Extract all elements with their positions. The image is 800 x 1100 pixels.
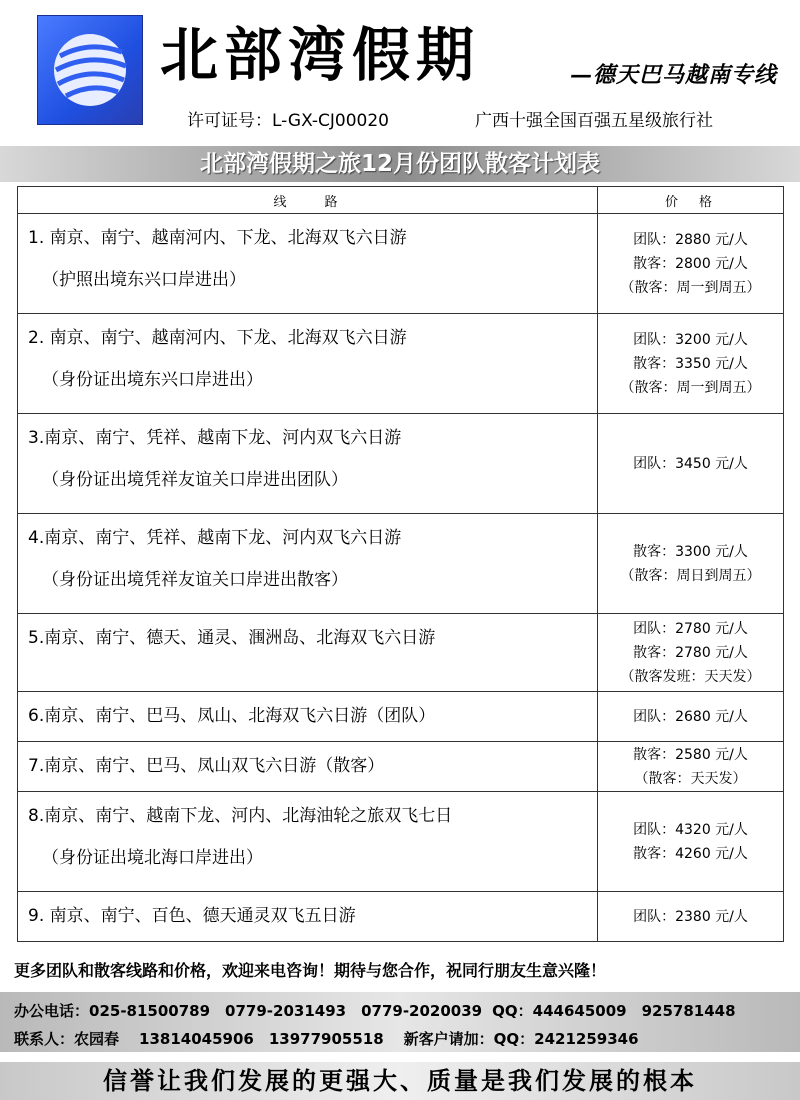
phone-label: 办公电话： (14, 1002, 90, 1020)
column-header-price: 价 格 (598, 187, 784, 214)
table-row (18, 514, 784, 614)
table-row (18, 614, 784, 692)
header (0, 0, 800, 140)
route-table (17, 186, 784, 942)
mobile-numbers: 13814045906 13977905518 (139, 1030, 384, 1048)
table-row (18, 214, 784, 314)
qq-label: QQ： (492, 1002, 533, 1020)
price-line: 散客：4260 元/人 (633, 845, 748, 862)
license-number: 许可证号：L-GX-CJ00020 (187, 111, 389, 131)
table-row (18, 314, 784, 414)
slogan: 信誉让我们发展的更强大、质量是我们发展的根本 (0, 1062, 800, 1100)
contact-person-label: 联系人： (14, 1030, 75, 1048)
price-line: 团队：2880 元/人 (633, 231, 748, 248)
price-line: 散客：3300 元/人 (633, 543, 748, 560)
qq-numbers: 444645009 925781448 (532, 1002, 736, 1020)
route-name: 9. 南京、南宁、百色、德天通灵双飞五日游 (28, 906, 356, 926)
route-name: 2. 南京、南宁、越南河内、下龙、北海双飞六日游 (28, 328, 407, 348)
contact-band (0, 992, 800, 1052)
office-phones: 025-81500789 0779-2031493 0779-2020039 (89, 1002, 483, 1020)
route-name: 4.南京、南宁、凭祥、越南下龙、河内双飞六日游 (28, 528, 402, 548)
route-name: 5.南京、南宁、德天、通灵、涠洲岛、北海双飞六日游 (28, 628, 436, 648)
table-row (18, 692, 784, 742)
price-line: 团队：3450 元/人 (633, 455, 748, 472)
new-customer-qq: 2421259346 (534, 1030, 639, 1048)
route-note: （身份证出境北海口岸进出） (42, 848, 263, 868)
price-line: 散客：2780 元/人 (633, 644, 748, 661)
price-line: 散客：3350 元/人 (633, 355, 748, 372)
promo-text: 更多团队和散客线路和价格，欢迎来电咨询！期待与您合作，祝同行朋友生意兴隆！ (14, 961, 607, 980)
route-note: （身份证出境凭祥友谊关口岸进出散客） (42, 570, 348, 590)
price-line: 团队：3200 元/人 (633, 331, 748, 348)
route-note: （身份证出境凭祥友谊关口岸进出团队） (42, 470, 348, 490)
contact-person-line (14, 1028, 639, 1049)
column-header-route: 线 路 (18, 187, 598, 214)
price-line: （散客：周日到周五） (620, 567, 761, 584)
route-name: 7.南京、南宁、巴马、凤山双飞六日游（散客） (28, 756, 385, 776)
new-customer-label: 新客户请加：QQ： (403, 1030, 535, 1048)
price-line: （散客：天天发） (634, 770, 747, 787)
price-line: （散客发班：天天发） (620, 668, 761, 685)
route-name: 1. 南京、南宁、越南河内、下龙、北海双飞六日游 (28, 228, 407, 248)
globe-logo-icon (37, 15, 143, 125)
contact-phone-line (14, 1000, 736, 1021)
price-line: 团队：2380 元/人 (633, 908, 748, 925)
contact-person: 农园春 (74, 1030, 120, 1048)
price-line: 散客：2580 元/人 (633, 746, 748, 763)
price-line: 团队：2680 元/人 (633, 708, 748, 725)
agency-honor: 广西十强全国百强五星级旅行社 (475, 111, 713, 131)
route-name: 3.南京、南宁、凭祥、越南下龙、河内双飞六日游 (28, 428, 402, 448)
price-line: （散客：周一到周五） (620, 379, 761, 396)
route-name: 8.南京、南宁、越南下龙、河内、北海油轮之旅双飞七日 (28, 806, 453, 826)
price-line: 团队：2780 元/人 (633, 620, 748, 637)
brand-subtitle: —德天巴马越南专线 (570, 62, 778, 88)
table-row (18, 892, 784, 942)
table-row (18, 742, 784, 792)
table-row (18, 414, 784, 514)
table-title: 北部湾假期之旅12月份团队散客计划表 (0, 146, 800, 182)
route-note: （护照出境东兴口岸进出） (42, 270, 246, 290)
price-line: （散客：周一到周五） (620, 279, 761, 296)
table-header-row (18, 187, 784, 214)
price-line: 团队：4320 元/人 (633, 821, 748, 838)
brand-title: 北部湾假期 (160, 21, 481, 89)
table-row (18, 792, 784, 892)
route-name: 6.南京、南宁、巴马、凤山、北海双飞六日游（团队） (28, 706, 436, 726)
price-line: 散客：2800 元/人 (633, 255, 748, 272)
route-note: （身份证出境东兴口岸进出） (42, 370, 263, 390)
